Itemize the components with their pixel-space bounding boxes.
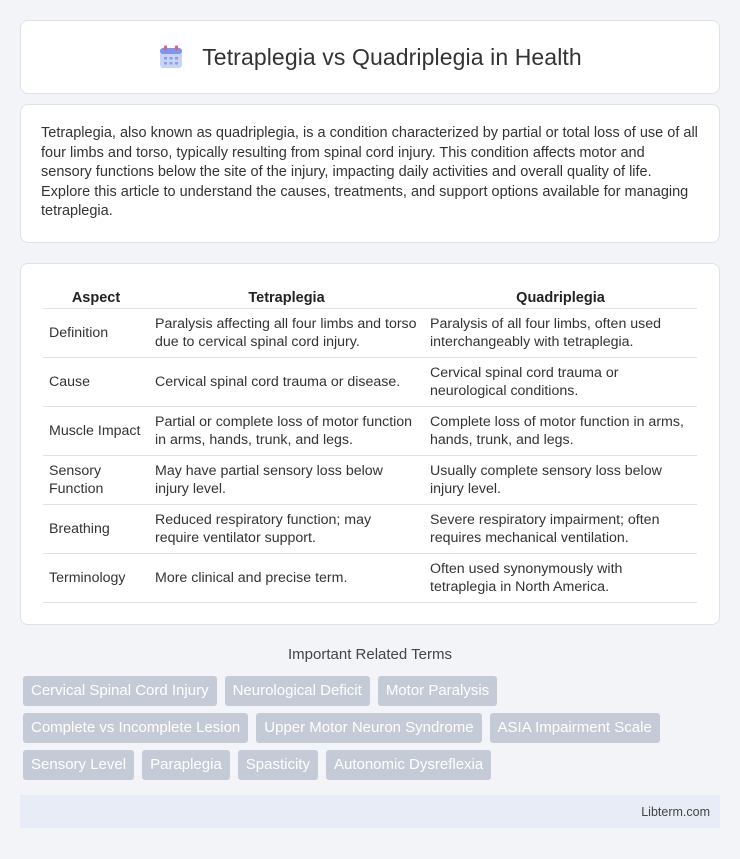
tetraplegia-cell: Cervical spinal cord trauma or disease. xyxy=(149,358,424,407)
tetraplegia-cell: Partial or complete loss of motor function in arms, hands, trunk, and legs. xyxy=(149,407,424,456)
intro-text: Tetraplegia, also known as quadriplegia, is a condition characterized by partial or total loss of use of all four limbs and torso, typically resulting from spinal cord injury. This condition affects motor and sensory functions below the site of the injury, impacting daily activities and overall quality of life. Explore this article to understand the causes, treatments, and support options available for managing tetraplegia. xyxy=(41,125,698,219)
related-terms-title: Important Related Terms xyxy=(288,646,452,663)
intro-card xyxy=(20,104,720,243)
table-row xyxy=(43,554,697,603)
term-chip[interactable]: Spasticity xyxy=(238,750,318,780)
footer xyxy=(20,795,720,828)
header-aspect: Aspect xyxy=(43,284,149,309)
chip-row xyxy=(23,713,713,743)
table-row xyxy=(43,309,697,358)
footer-brand[interactable]: Libterm.com xyxy=(641,804,710,819)
page-title: Tetraplegia vs Quadriplegia in Health xyxy=(202,43,582,70)
calendar-icon xyxy=(158,44,184,70)
header-tetraplegia: Tetraplegia xyxy=(149,284,424,309)
chip-row xyxy=(23,676,713,706)
aspect-cell: Definition xyxy=(43,309,149,358)
title-wrap xyxy=(158,44,582,71)
quadriplegia-cell: Often used synonymously with tetraplegia in North America. xyxy=(424,554,697,603)
term-chip[interactable]: Cervical Spinal Cord Injury xyxy=(23,676,217,706)
quadriplegia-cell: Paralysis of all four limbs, often used interchangeably with tetraplegia. xyxy=(424,309,697,358)
tetraplegia-cell: May have partial sensory loss below injury level. xyxy=(149,456,424,505)
tetraplegia-cell: Paralysis affecting all four limbs and torso due to cervical spinal cord injury. xyxy=(149,309,424,358)
term-chip[interactable]: Upper Motor Neuron Syndrome xyxy=(256,713,481,743)
aspect-cell: Breathing xyxy=(43,505,149,554)
tetraplegia-cell: More clinical and precise term. xyxy=(149,554,424,603)
term-chip[interactable]: Complete vs Incomplete Lesion xyxy=(23,713,248,743)
aspect-cell: Muscle Impact xyxy=(43,407,149,456)
term-chip[interactable]: Autonomic Dysreflexia xyxy=(326,750,491,780)
aspect-cell: Cause xyxy=(43,358,149,407)
table-row xyxy=(43,456,697,505)
tetraplegia-cell: Reduced respiratory function; may require ventilator support. xyxy=(149,505,424,554)
header-quadriplegia: Quadriplegia xyxy=(424,284,697,309)
quadriplegia-cell: Complete loss of motor function in arms, hands, trunk, and legs. xyxy=(424,407,697,456)
quadriplegia-cell: Severe respiratory impairment; often requires mechanical ventilation. xyxy=(424,505,697,554)
term-chip[interactable]: Neurological Deficit xyxy=(225,676,370,706)
chip-row xyxy=(23,750,713,780)
table-row xyxy=(43,358,697,407)
table-row xyxy=(43,407,697,456)
term-chip[interactable]: Motor Paralysis xyxy=(378,676,497,706)
comparison-table-card xyxy=(20,263,720,625)
aspect-cell: Sensory Function xyxy=(43,456,149,505)
table-header-row xyxy=(43,284,697,309)
aspect-cell: Terminology xyxy=(43,554,149,603)
term-chip[interactable]: ASIA Impairment Scale xyxy=(490,713,660,743)
comparison-table xyxy=(43,284,697,603)
term-chip[interactable]: Sensory Level xyxy=(23,750,134,780)
quadriplegia-cell: Cervical spinal cord trauma or neurological conditions. xyxy=(424,358,697,407)
table-row xyxy=(43,505,697,554)
quadriplegia-cell: Usually complete sensory loss below injury level. xyxy=(424,456,697,505)
related-terms-list xyxy=(23,676,713,787)
header-card xyxy=(20,20,720,94)
term-chip[interactable]: Paraplegia xyxy=(142,750,230,780)
